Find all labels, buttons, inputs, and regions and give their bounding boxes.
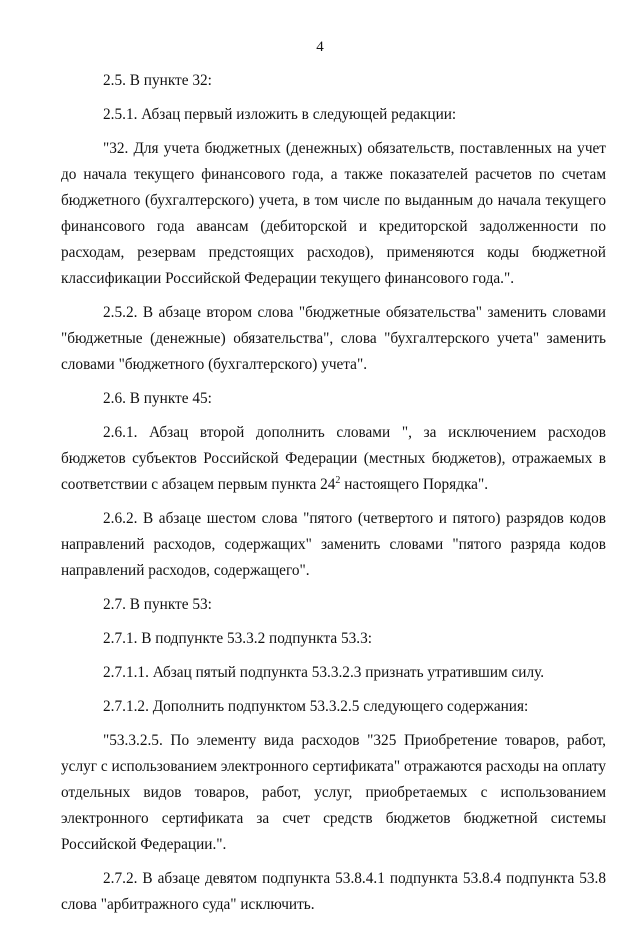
paragraph-2-5-2: 2.5.2. В абзаце втором слова "бюджетные обязательства" заменить словами "бюджетные (денежные) обязательства", слова "бухгалтерского учета" заменить словами "бюджетного (бухгалтерского) учета".: [61, 304, 606, 373]
paragraph-2-6-1-tail: настоящего Порядка".: [340, 476, 489, 493]
paragraph-2-7-1: 2.7.1. В подпункте 53.3.2 подпункта 53.3:: [103, 630, 372, 647]
paragraph-2-6-1-text: 2.6.1. Абзац второй дополнить словами ", за исключением расходов бюджетов субъектов Российской Федерации (местных бюджетов), отражаемых в соответствии с абзацем первым пункта 24: [61, 424, 606, 493]
paragraph-2-5-1: 2.5.1. Абзац первый изложить в следующей редакции:: [103, 106, 457, 123]
paragraph-2-6-1: [61, 420, 606, 498]
paragraph-2-6-2: 2.6.2. В абзаце шестом слова "пятого (четвертого и пятого) разрядов кодов направлений расходов, содержащих" заменить словами "пятого разряда кодов направлений расходов, содержащего".: [61, 510, 606, 579]
paragraph-2-6: 2.6. В пункте 45:: [103, 390, 212, 407]
page-number: 4: [316, 39, 324, 55]
document-body: [61, 68, 606, 926]
paragraph-quote-32: "32. Для учета бюджетных (денежных) обязательств, поставленных на учет до начала текущего финансового года, а также показателей расчетов по счетам бюджетного (бухгалтерского) учета, в том числе по выданным до начала текущего финансового года авансам (дебиторской и кредиторской задолженности по расходам, резервам предстоящих расходов), применяются коды бюджетной классификации Российской Федерации текущего финансового года.".: [61, 140, 606, 287]
paragraph-2-5: 2.5. В пункте 32:: [103, 72, 212, 89]
paragraph-quote-53-3-2-5: "53.3.2.5. По элементу вида расходов "325 Приобретение товаров, работ, услуг с использованием электронного сертификата" отражаются расходы на оплату отдельных видов товаров, работ, услуг, приобретаемых с использованием электронного сертификата за счет средств бюджетов бюджетной системы Российской Федерации.".: [61, 732, 606, 853]
paragraph-2-7: 2.7. В пункте 53:: [103, 596, 212, 613]
paragraph-2-7-1-1: 2.7.1.1. Абзац пятый подпункта 53.3.2.3 признать утратившим силу.: [103, 664, 545, 681]
superscript-2: 2: [335, 474, 341, 486]
paragraph-2-7-2: 2.7.2. В абзаце девятом подпункта 53.8.4.1 подпункта 53.8.4 подпункта 53.8 слова "арбитражного суда" исключить.: [61, 870, 606, 913]
paragraph-2-7-1-2: 2.7.1.2. Дополнить подпунктом 53.3.2.5 следующего содержания:: [103, 698, 529, 715]
